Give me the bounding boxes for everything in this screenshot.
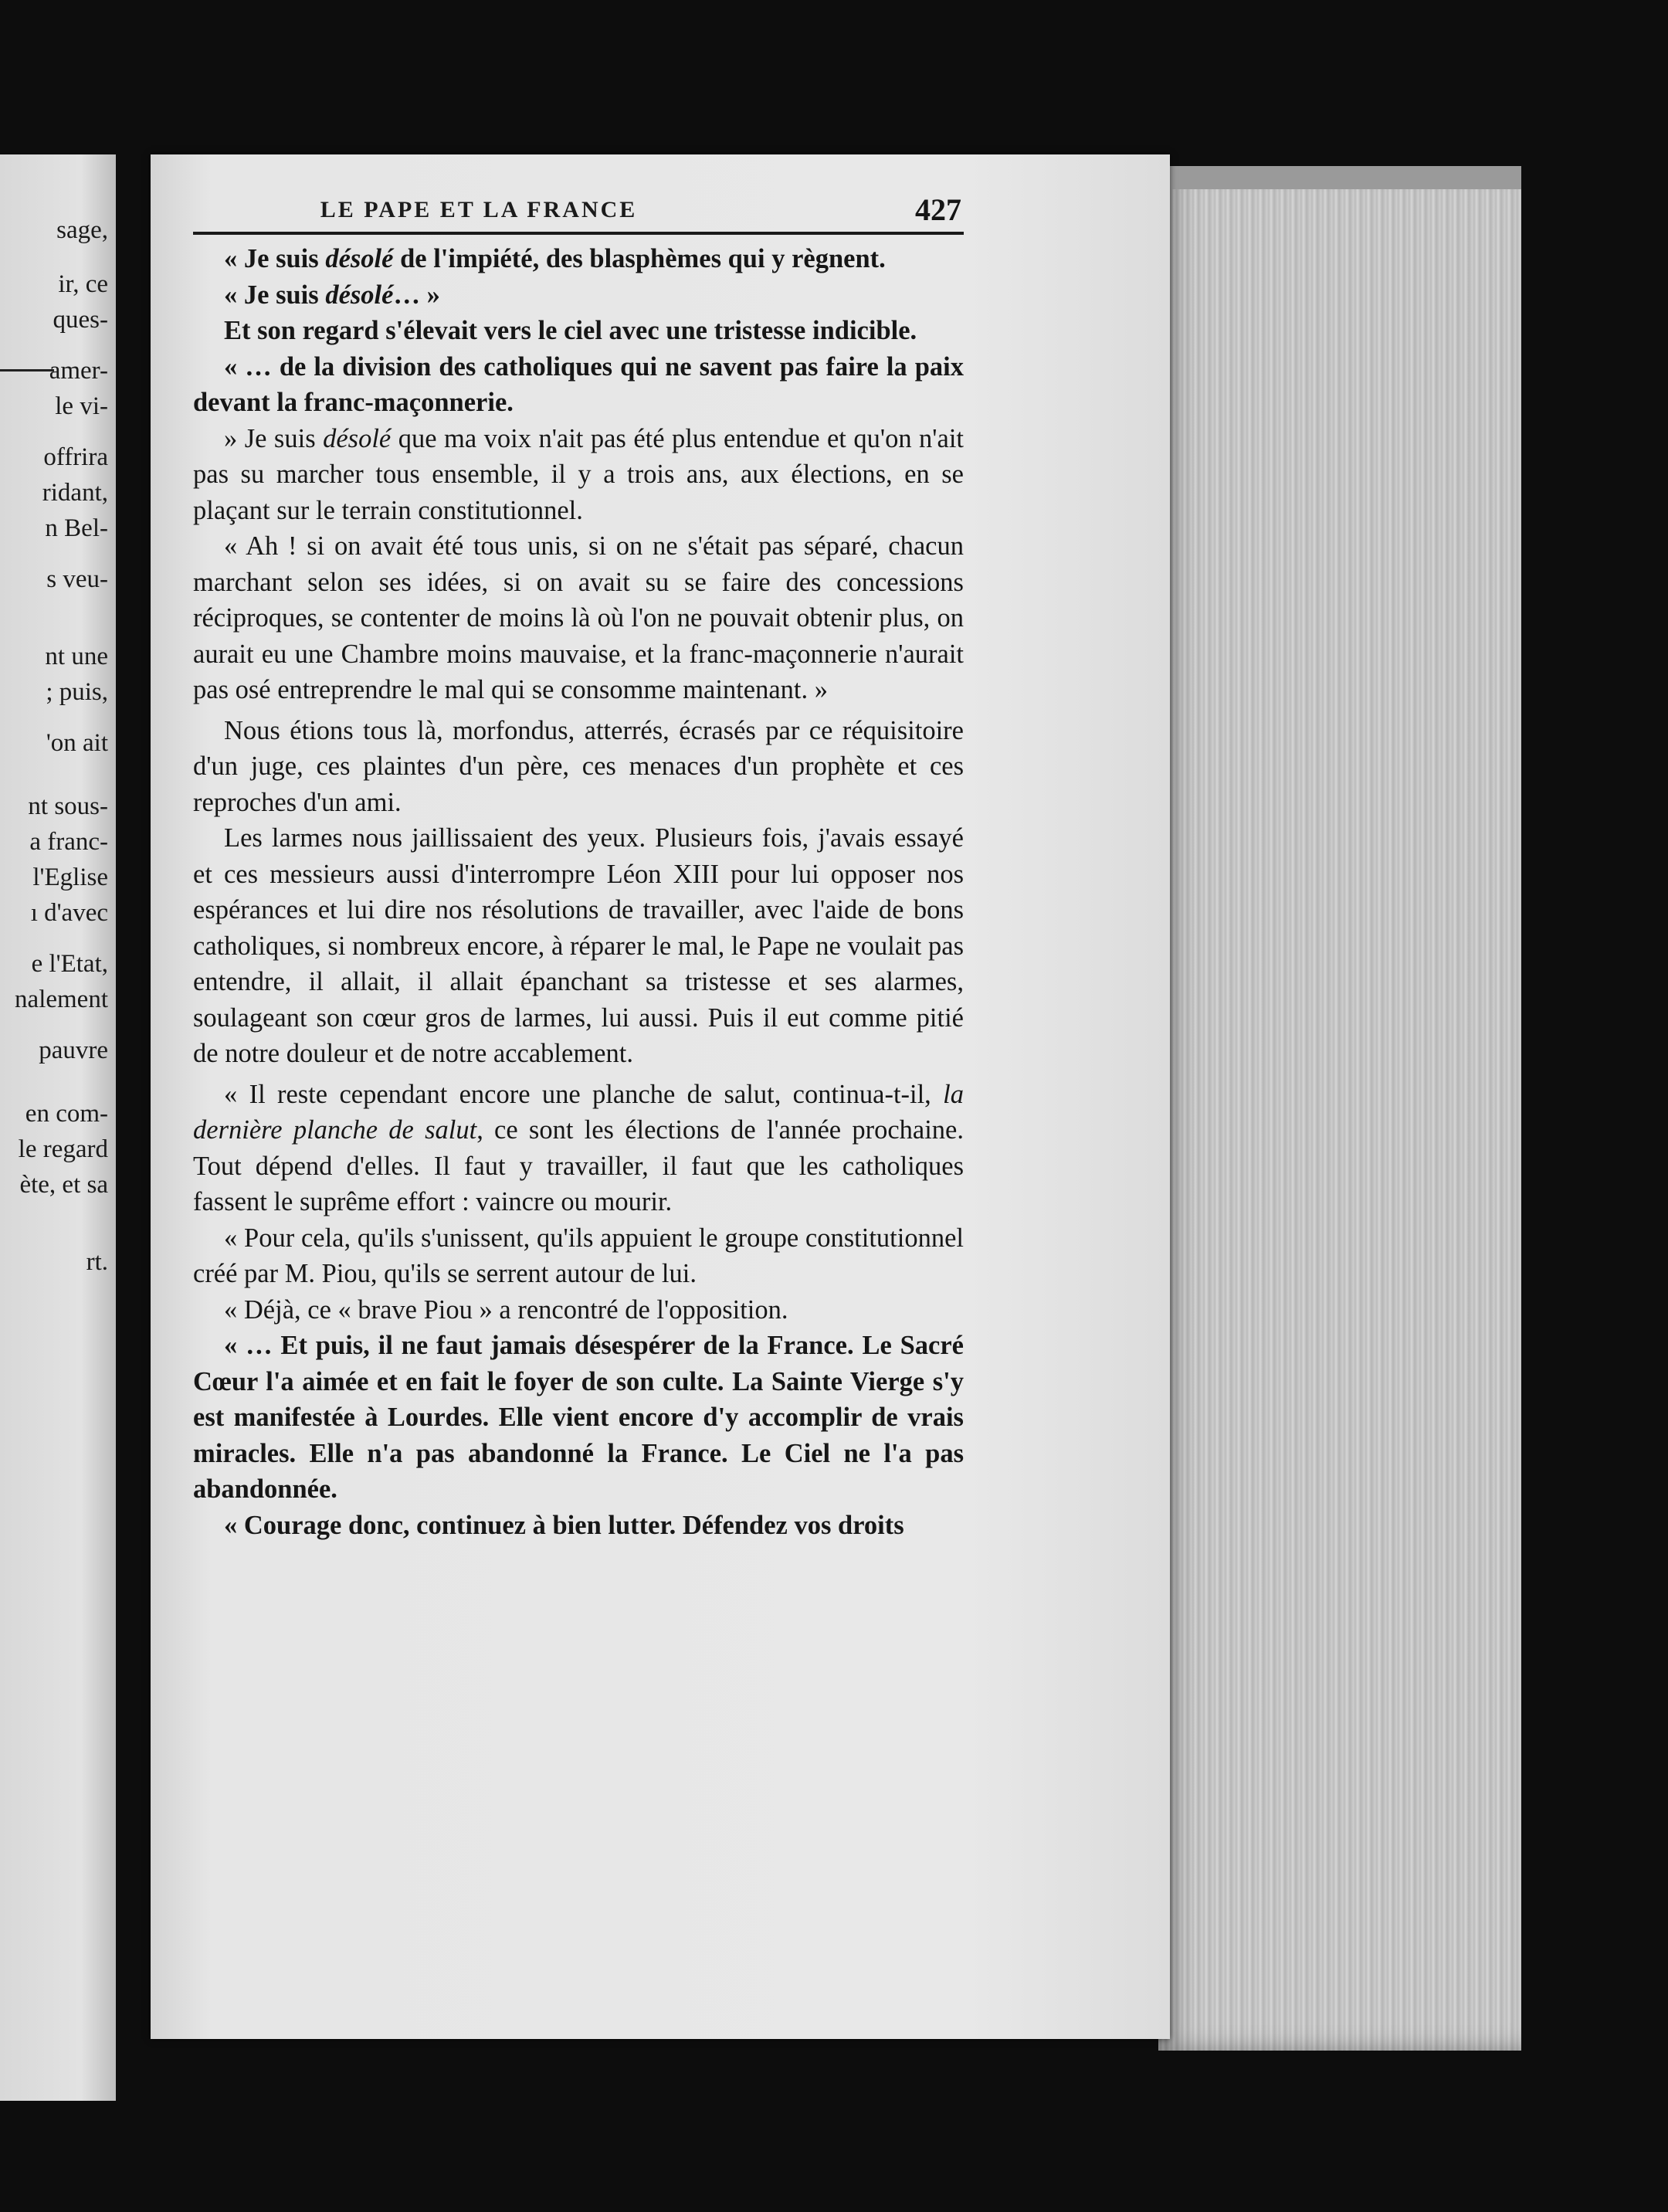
left-page-line: pauvre [39, 1036, 108, 1064]
left-page-line: le vi- [55, 392, 108, 420]
page-number: 427 [915, 192, 961, 227]
left-page-line: e l'Etat, [31, 950, 108, 978]
left-page-line: nt sous- [28, 792, 108, 820]
left-page-line: ridant, [42, 479, 108, 507]
paragraph: « Ah ! si on avait été tous unis, si on ne s'était pas séparé, chacun marchant selon ses idées, si on avait su se faire des concessions réciproques, se contenter de moins là où l'on ne pouvait obtenir plus, on aurait eu une Chambre moins mauvaise, et la franc-maçonnerie n'aurait pas osé entreprendre le mal qui se consomme maintenant. » [193, 531, 964, 704]
left-page-line: en com- [25, 1100, 108, 1128]
paragraph: « Déjà, ce « brave Piou » a rencontré de l'opposition. [224, 1294, 788, 1325]
left-page-fragment [0, 154, 116, 2101]
left-page-line: nt une [45, 643, 108, 670]
paragraph: « Courage donc, continuez à bien lutter. Défendez vos droits [224, 1510, 904, 1540]
left-page-line: ; puis, [46, 678, 108, 706]
left-page-head-rule [0, 369, 54, 371]
left-page-line: ir, ce [58, 270, 108, 298]
left-page-line: nalement [15, 986, 108, 1013]
left-page-line: rt. [86, 1248, 108, 1276]
running-head: LE PAPE ET LA FRANCE [320, 197, 638, 222]
paragraph: Nous étions tous là, morfondus, atterrés, écrasés par ce réquisitoire d'un juge, ces plaintes d'un père, ces menaces d'un prophète et ces reproches d'un ami. [193, 715, 964, 817]
paragraph: « … Et puis, il ne faut jamais désespérer de la France. Le Sacré Cœur l'a aimée et en fait le foyer de son culte. La Sainte Vierge s'y est manifestée à Lourdes. Elle vient encore d'y accomplir de vrais miracles. Elle n'a pas abandonné la France. Le Ciel ne l'a pas abandonnée. [193, 1331, 964, 1504]
left-page-line: amer- [49, 357, 108, 385]
paragraph: » Je suis désolé que ma voix n'ait pas été plus entendue et qu'on n'ait pas su marcher tous ensemble, il y a trois ans, aux élections, en se plaçant sur le terrain constitutionnel. [193, 423, 964, 525]
left-page-line: le regard [18, 1135, 108, 1163]
paragraph: Les larmes nous jaillissaient des yeux. Plusieurs fois, j'avais essayé et ces messieurs aussi d'interrompre Léon XIII pour lui opposer nos espérances et lui dire nos résolutions de travailler, avec l'aide de bons catholiques, si nombreux encore, à réparer le mal, le Pape ne voulait pas entendre, il allait, il allait épanchant sa tristesse et ses alarmes, soulageant son cœur gros de larmes, lui aussi. Puis il eut comme pitié de notre douleur et de notre accablement. [193, 823, 964, 1068]
left-page-line: n Bel- [45, 514, 108, 542]
left-page-line: a franc- [29, 828, 108, 856]
paragraph: « Il reste cependant encore une planche de salut, continua-t-il, la dernière planche de salut, ce sont les élections de l'année prochaine. Tout dépend d'elles. Il faut y travailler, il faut que les catholiques fassent le suprême effort : vaincre ou mourir. [193, 1079, 964, 1216]
page-stack-edge [1158, 166, 1521, 2051]
left-page-line: l'Eglise [32, 863, 108, 891]
paragraph: « … de la division des catholiques qui ne savent pas faire la paix devant la franc-maçonnerie. [193, 351, 964, 417]
paragraph: « Pour cela, qu'ils s'unissent, qu'ils appuient le groupe constitutionnel créé par M. Piou, qu'ils se serrent autour de lui. [193, 1223, 964, 1288]
paragraph: Et son regard s'élevait vers le ciel avec une tristesse indicible. [224, 316, 917, 345]
page-body-text [193, 241, 964, 1543]
left-page-line: ète, et sa [19, 1171, 108, 1199]
running-head-rule [193, 232, 964, 235]
left-page-line: 'on ait [46, 729, 108, 757]
paragraph: « Je suis désolé… » [224, 280, 440, 310]
left-page-line: sage, [56, 216, 108, 244]
paragraph: « Je suis désolé de l'impiété, des blasphèmes qui y règnent. [224, 244, 886, 273]
left-page-line: s veu- [46, 565, 108, 593]
left-page-line: ı d'avec [30, 899, 108, 927]
page-stack-top [1158, 166, 1521, 189]
left-page-line: offrira [43, 443, 108, 471]
left-page-line: ques- [53, 306, 108, 334]
